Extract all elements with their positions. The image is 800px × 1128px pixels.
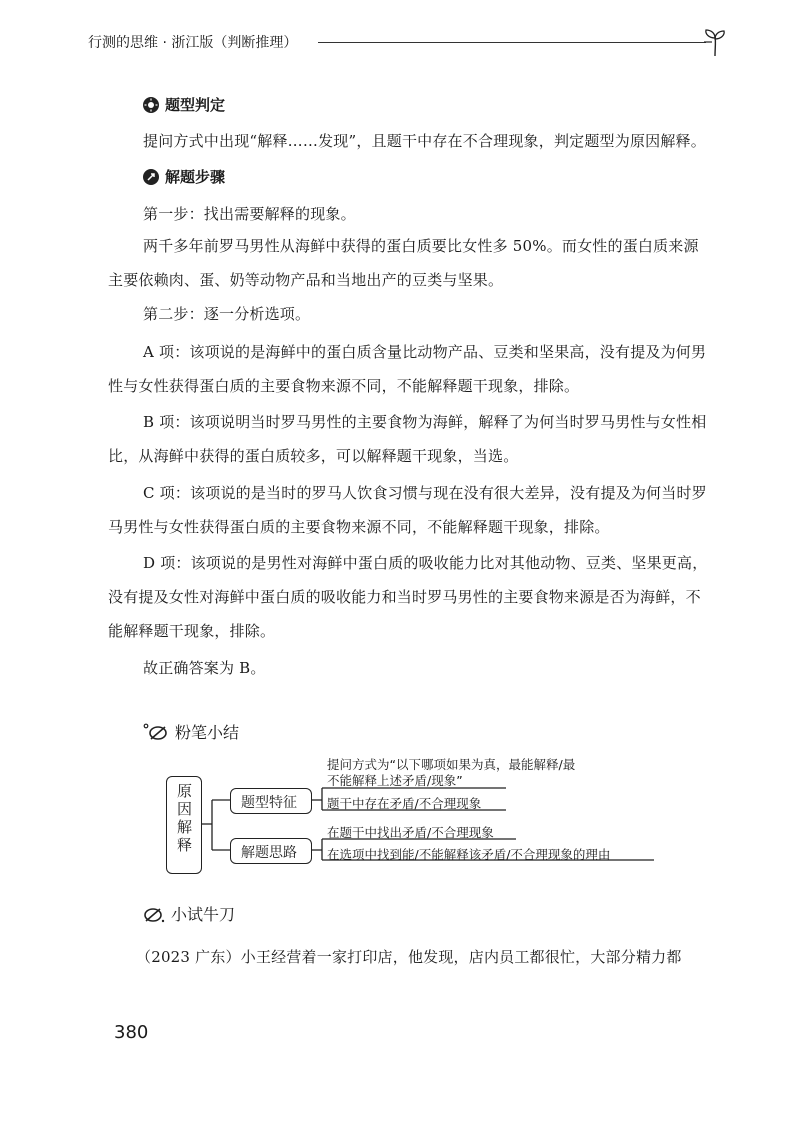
summary-heading: [143, 720, 239, 743]
steps-icon: [143, 169, 159, 185]
sun-icon: [143, 97, 159, 113]
step2-text: 第二步：逐一分析选项。: [143, 305, 311, 323]
chalk-icon: [143, 723, 169, 741]
option-c-text: C 项：该项说的是当时的罗马人饮食习惯与现在没有很大差异，没有提及为何当时罗马男性与女性获得蛋白质的主要食物来源不同，不能解释题干现象，排除。: [108, 484, 707, 536]
mindmap-root-label: 原因解释: [175, 783, 193, 855]
practice-heading: [143, 902, 235, 925]
option-b-text: B 项：该项说明当时罗马男性的主要食物为海鲜，解释了为何当时罗马男性与女性相比，从海鲜中获得的蛋白质较多，可以解释题干现象，当选。: [108, 413, 707, 465]
leaf-approach-2: 在选项中找到能/不能解释该矛盾/不合理现象的理由: [327, 847, 611, 862]
step1-text: 第一步：找出需要解释的现象。: [143, 205, 356, 223]
leaf-approach-1: 在题干中找出矛盾/不合理现象: [327, 825, 494, 840]
option-a-text: A 项：该项说的是海鲜中的蛋白质含量比动物产品、豆类和坚果高，没有提及为何男性与女性获得蛋白质的主要食物来源不同，不能解释题干现象，排除。: [108, 343, 707, 395]
solution-steps-title: 解题步骤: [165, 168, 226, 186]
chalk-icon: [143, 905, 165, 923]
practice-title: 小试牛刀: [171, 905, 236, 924]
mindmap-branch-approach: [230, 838, 312, 864]
type-judgment-title: 题型判定: [165, 96, 226, 114]
mindmap-root: [166, 776, 202, 874]
mindmap-branch-features: [230, 788, 312, 814]
running-header: [88, 28, 728, 58]
solution-steps-heading: [143, 166, 225, 187]
answer-text: 故正确答案为 B。: [143, 659, 266, 677]
header-title: 行测的思维 · 浙江版（判断推理）: [88, 35, 298, 51]
branch-features-label: 题型特征: [241, 795, 297, 811]
branch-approach-label: 解题思路: [241, 845, 297, 861]
option-d-text: D 项：该项说的是男性对海鲜中蛋白质的吸收能力比对其他动物、豆类、坚果更高，没有提及女性对海鲜中蛋白质的吸收能力和当时罗马男性的主要食物来源是否为海鲜，不能解释题干现象，排除。: [108, 554, 708, 640]
type-judgment-body: 提问方式中出现“解释……发现”，且题干中存在不合理现象，判定题型为原因解释。: [143, 132, 706, 150]
leaf-features-1b: 不能解释上述矛盾/现象”: [327, 773, 463, 788]
leaf-features-1a: 提问方式为“以下哪项如果为真，最能解释/最: [327, 757, 576, 772]
type-judgment-heading: [143, 94, 225, 115]
page-number: 380: [114, 1022, 149, 1043]
leaf-features-2: 题干中存在矛盾/不合理现象: [327, 796, 482, 811]
header-rule: [318, 42, 706, 43]
sprout-icon: [702, 28, 728, 58]
practice-body: （2023 广东）小王经营着一家打印店，他发现，店内员工都很忙，大部分精力都: [136, 948, 682, 966]
phenomenon-text: 两千多年前罗马男性从海鲜中获得的蛋白质要比女性多 50%。而女性的蛋白质来源主要依赖肉、蛋、奶等动物产品和当地出产的豆类与坚果。: [108, 237, 699, 289]
summary-title: 粉笔小结: [175, 723, 240, 742]
